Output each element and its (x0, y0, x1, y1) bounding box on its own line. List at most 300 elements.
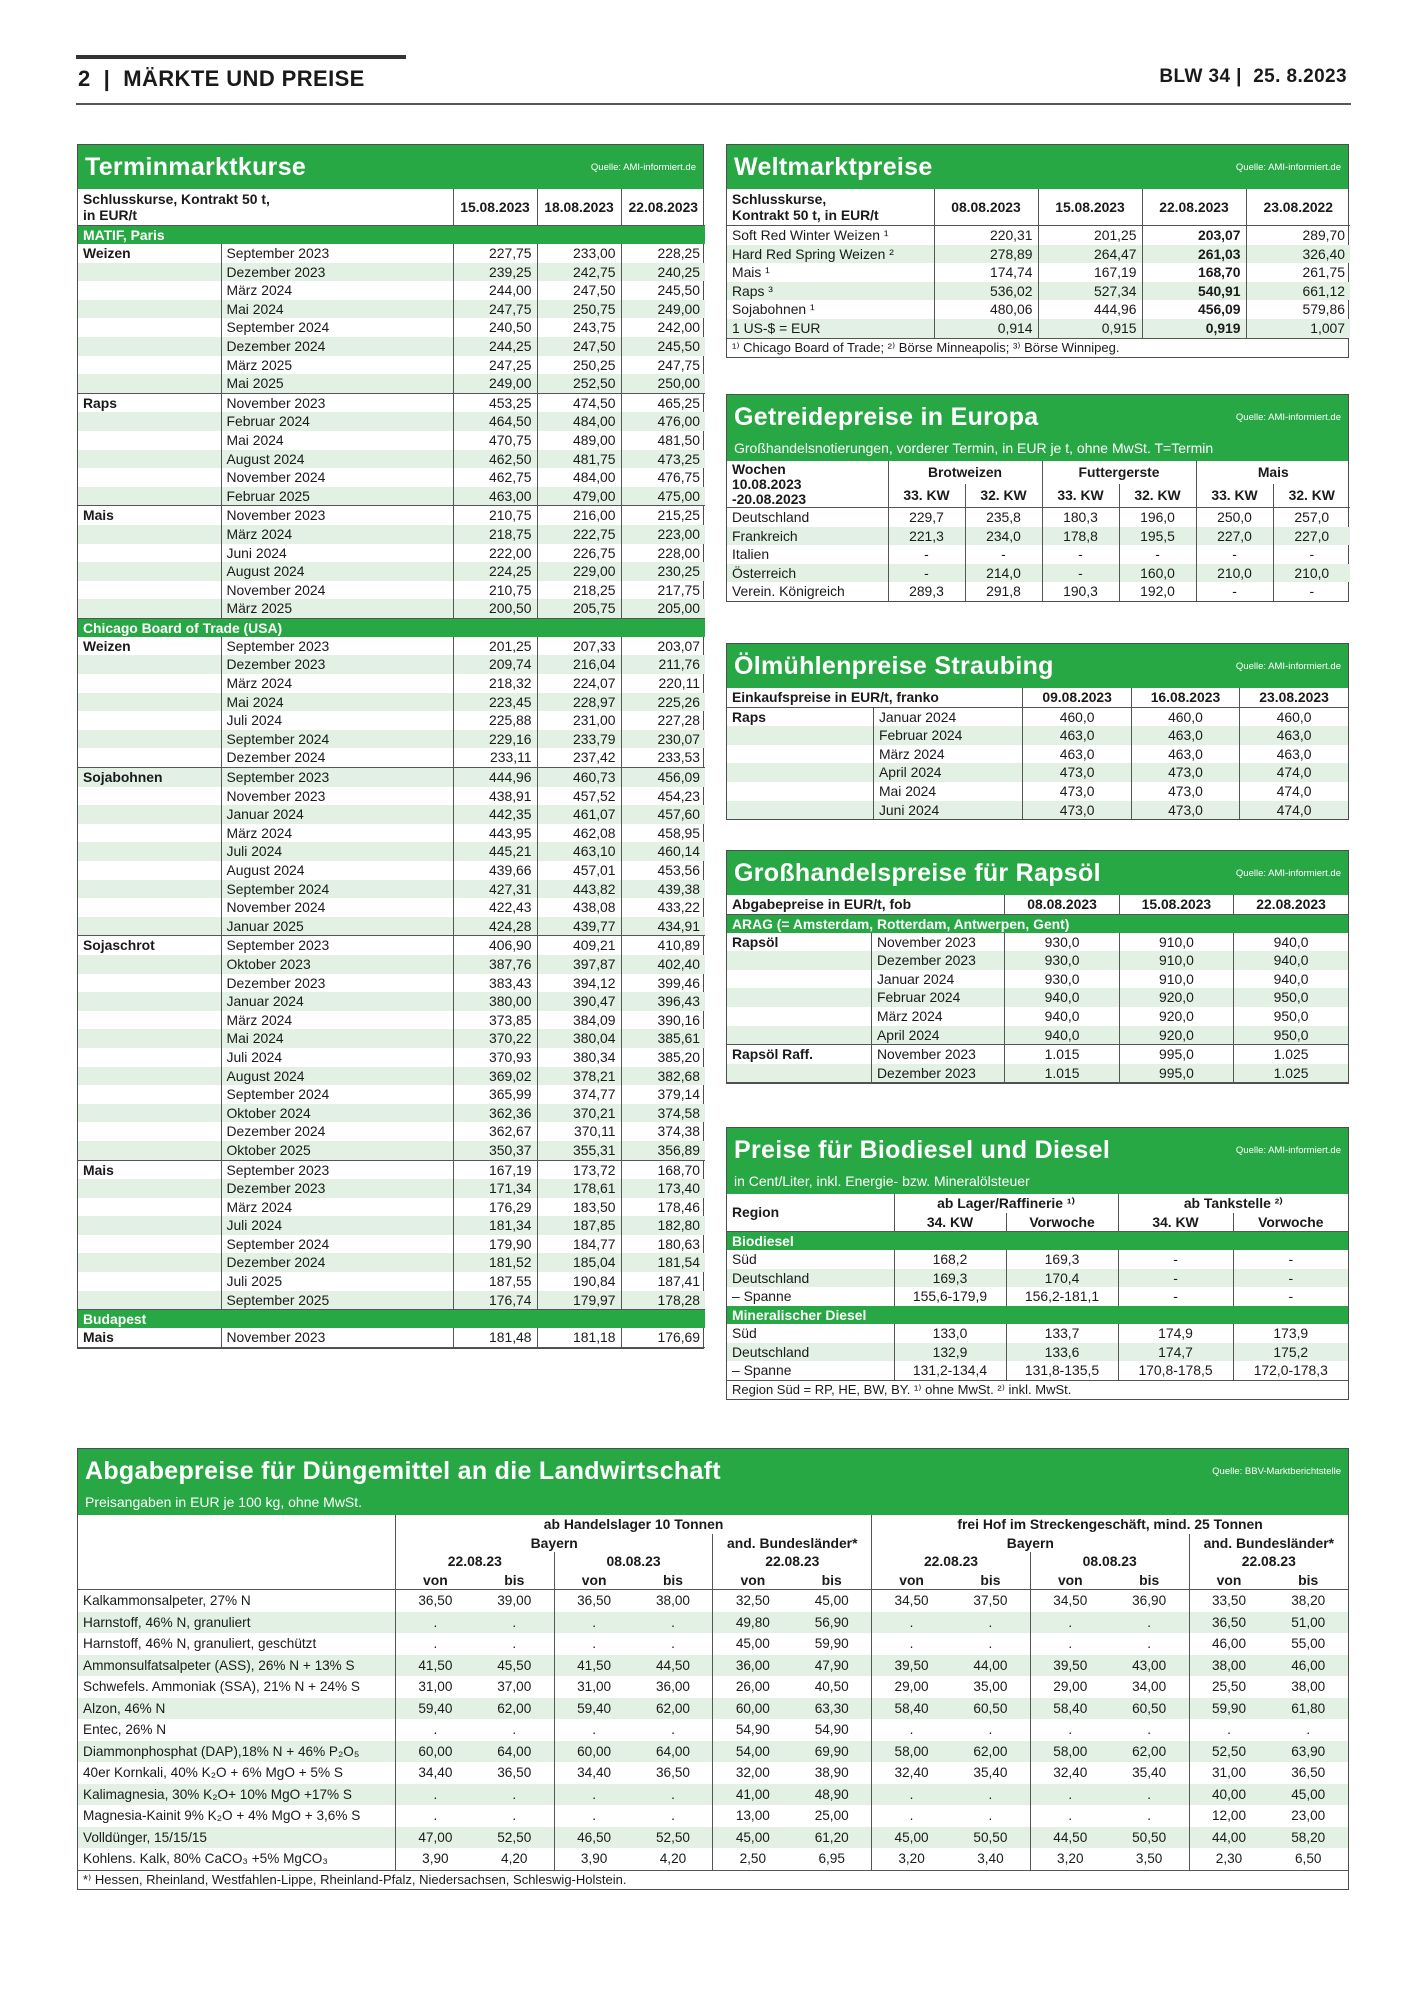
biodiesel-region: – Spanne (732, 1362, 792, 1379)
oelmuehle-titlebar (727, 644, 1348, 688)
biodiesel-region: Deutschland (727, 1343, 894, 1362)
duengemittel-price: 35,40 (973, 1765, 1008, 1781)
terminmarkt-price: 470,75 (453, 431, 537, 450)
page-header-left: 2 | MÄRKTE UND PREISE (78, 66, 365, 91)
duengemittel-price: . (1147, 1636, 1152, 1652)
duengemittel-price: 45,50 (475, 1655, 554, 1677)
terminmarkt-section-name: MATIF, Paris (78, 226, 705, 245)
duengemittel-price: 45,00 (713, 1633, 792, 1655)
terminmarkt-commodity (78, 842, 221, 861)
duengemittel-price: . (512, 1636, 517, 1652)
terminmarkt-price: 250,00 (621, 374, 705, 393)
oelmuehle-price: 463,0 (1240, 745, 1348, 764)
terminmarkt-price: 380,00 (453, 992, 537, 1011)
terminmarkt-price: 465,25 (621, 393, 705, 412)
europa-price: 210,0 (1196, 564, 1273, 583)
rapsoel-date-2: 22.08.2023 (1234, 895, 1348, 914)
terminmarkt-price: 178,28 (621, 1291, 705, 1310)
page-number: 2 (78, 66, 91, 91)
biodiesel-section-name: Mineralischer Diesel (727, 1306, 1348, 1324)
terminmarkt-row (78, 1198, 705, 1217)
rapsoel-section-name: ARAG (= Amsterdam, Rotterdam, Antwerpen, Gent) (727, 914, 1348, 933)
europa-country: Österreich (727, 564, 888, 583)
europa-head-range2: -20.08.2023 (732, 491, 807, 507)
terminmarkt-commodity (78, 1253, 221, 1272)
terminmarkt-row (78, 562, 705, 581)
terminmarkt-price: 397,87 (537, 955, 621, 974)
terminmarkt-contract-month: März 2024 (221, 674, 453, 693)
terminmarkt-contract-month: Mai 2025 (221, 374, 453, 393)
duengemittel-price: 48,90 (792, 1784, 871, 1806)
terminmarkt-price: 205,75 (537, 599, 621, 618)
europa-price: 190,3 (1042, 582, 1119, 601)
duengemittel-price: . (1030, 1719, 1109, 1741)
weltmarkt-head1: Schlusskurse, (732, 191, 827, 207)
duengemittel-price: . (634, 1784, 713, 1806)
terminmarkt-commodity (78, 281, 221, 300)
terminmarkt-price: 216,00 (537, 506, 621, 525)
duengemittel-price: 50,50 (951, 1827, 1030, 1849)
duengemittel-row (78, 1805, 1348, 1827)
terminmarkt-date-2: 22.08.2023 (621, 189, 705, 226)
terminmarkt-price: 176,74 (453, 1291, 537, 1310)
weltmarkt-commodity: Mais ¹ (732, 264, 770, 281)
europa-week-label: 33. KW (1196, 484, 1273, 508)
rapsoel-product: Rapsöl Raff. (732, 1046, 814, 1063)
rapsoel-product: Rapsöl (732, 933, 779, 950)
terminmarkt-price: 217,75 (621, 581, 705, 600)
duengemittel-product: Kalkammonsalpeter, 27% N (83, 1593, 251, 1609)
terminmarkt-row (78, 393, 705, 412)
terminmarkt-price: 231,00 (537, 711, 621, 730)
terminmarkt-contract-month: August 2024 (221, 861, 453, 880)
oelmuehle-price: 473,0 (1131, 782, 1239, 801)
terminmarkt-price: 168,70 (621, 1160, 705, 1179)
duengemittel-price: . (554, 1633, 633, 1655)
terminmarkt-price: 242,00 (621, 318, 705, 337)
rapsoel-price: 930,0 (1005, 951, 1119, 970)
duengemittel-price: 3,50 (1135, 1851, 1163, 1867)
duengemittel-price: 13,00 (713, 1805, 792, 1827)
biodiesel-col-label: 34. KW (894, 1213, 1006, 1232)
terminmarkt-row (78, 1291, 705, 1310)
terminmarkt-row (78, 581, 705, 600)
biodiesel-price: 156,2-181,1 (1006, 1287, 1118, 1306)
rapsoel-row (727, 951, 1348, 970)
terminmarkt-price: 443,95 (453, 824, 537, 843)
terminmarkt-price: 176,69 (621, 1328, 705, 1347)
europa-price: 210,0 (1273, 564, 1350, 583)
terminmarkt-commodity (78, 955, 221, 974)
oelmuehle-row (727, 726, 1348, 745)
duengemittel-price: . (1030, 1805, 1109, 1827)
duengemittel-price: 39,00 (497, 1593, 532, 1609)
terminmarkt-price: 210,75 (453, 581, 537, 600)
oelmuehle-date-2: 23.08.2023 (1240, 688, 1348, 707)
duengemittel-head-lager: ab Handelslager 10 Tonnen (395, 1515, 871, 1534)
terminmarkt-row (78, 468, 705, 487)
duengemittel-price: 62,00 (951, 1741, 1030, 1763)
terminmarkt-price: 396,43 (621, 992, 705, 1011)
rapsoel-price: 1.025 (1234, 1064, 1348, 1083)
weltmarkt-titlebar (727, 145, 1348, 189)
duengemittel-price: 45,00 (872, 1827, 951, 1849)
terminmarkt-commodity (78, 992, 221, 1011)
terminmarkt-price: 226,75 (537, 544, 621, 563)
duengemittel-price: . (1110, 1784, 1189, 1806)
terminmarkt-commodity (78, 693, 221, 712)
oelmuehle-price: 473,0 (1131, 801, 1239, 820)
terminmarkt-price: 185,04 (537, 1253, 621, 1272)
terminmarkt-price: 481,75 (537, 450, 621, 469)
biodiesel-price: 133,7 (1006, 1324, 1118, 1343)
europa-price: 227,0 (1196, 527, 1273, 546)
terminmarkt-row (78, 880, 705, 899)
europa-price: 234,0 (965, 527, 1042, 546)
terminmarkt-price: 176,29 (453, 1198, 537, 1217)
duengemittel-von-label: von (713, 1571, 792, 1590)
terminmarkt-table (78, 189, 705, 1348)
duengemittel-price: . (988, 1636, 993, 1652)
duengemittel-date-d: 22.08.23 (872, 1552, 1031, 1571)
biodiesel-price: 174,7 (1118, 1343, 1233, 1362)
oelmuehle-price: 474,0 (1240, 763, 1348, 782)
terminmarkt-commodity (78, 748, 221, 767)
duengemittel-row (78, 1612, 1348, 1634)
weltmarkt-price: 264,47 (1038, 245, 1142, 264)
terminmarkt-price: 385,20 (621, 1048, 705, 1067)
rapsoel-price: 950,0 (1234, 1007, 1348, 1026)
terminmarkt-commodity (78, 525, 221, 544)
duengemittel-price: . (1147, 1808, 1152, 1824)
duengemittel-price: 43,00 (1110, 1655, 1189, 1677)
duengemittel-price: 59,40 (554, 1698, 633, 1720)
terminmarkt-row (78, 544, 705, 563)
duengemittel-price: 29,00 (1030, 1676, 1109, 1698)
terminmarkt-price: 462,75 (453, 468, 537, 487)
terminmarkt-source: Quelle: AMI-informiert.de (590, 162, 696, 173)
terminmarkt-price: 350,37 (453, 1141, 537, 1160)
biodiesel-col-label: Vorwoche (1233, 1213, 1348, 1232)
duengemittel-date-a: 22.08.23 (395, 1552, 554, 1571)
terminmarkt-price: 223,45 (453, 693, 537, 712)
weltmarkt-row (727, 263, 1350, 282)
duengemittel-price: 12,00 (1189, 1805, 1268, 1827)
terminmarkt-row (78, 244, 705, 263)
oelmuehle-commodity: Raps (732, 708, 766, 725)
europa-price: 180,3 (1042, 508, 1119, 527)
biodiesel-price: - (1233, 1269, 1348, 1288)
rapsoel-month: Februar 2024 (871, 988, 1004, 1007)
terminmarkt-price: 237,42 (537, 748, 621, 767)
terminmarkt-price: 439,66 (453, 861, 537, 880)
terminmarkt-commodity (78, 544, 221, 563)
terminmarkt-commodity (78, 974, 221, 993)
terminmarkt-price: 410,89 (621, 936, 705, 955)
terminmarkt-price: 233,53 (621, 748, 705, 767)
oelmuehle-commodity (727, 763, 873, 782)
terminmarkt-price: 365,99 (453, 1085, 537, 1104)
duengemittel-product: Magnesia-Kainit 9% K₂O + 4% MgO + 3,6% S (83, 1808, 361, 1824)
biodiesel-row (727, 1250, 1348, 1269)
duengemittel-price: 58,00 (1030, 1741, 1109, 1763)
biodiesel-price: 170,4 (1006, 1269, 1118, 1288)
duengemittel-bis-label: bis (662, 1571, 684, 1588)
europa-group-mais: Mais (1196, 461, 1350, 484)
terminmarkt-row (78, 787, 705, 806)
oelmuehle-month: März 2024 (873, 745, 1022, 764)
terminmarkt-contract-month: Dezember 2024 (221, 748, 453, 767)
duengemittel-price: 58,20 (1268, 1827, 1348, 1849)
terminmarkt-contract-month: September 2025 (221, 1291, 453, 1310)
terminmarkt-row (78, 263, 705, 282)
terminmarkt-price: 218,32 (453, 674, 537, 693)
terminmarkt-row (78, 730, 705, 749)
duengemittel-price: . (671, 1636, 675, 1652)
terminmarkt-price: 205,00 (621, 599, 705, 618)
rapsoel-price: 920,0 (1119, 988, 1233, 1007)
duengemittel-price: 60,00 (713, 1698, 792, 1720)
rapsoel-product (727, 1026, 871, 1045)
terminmarkt-price: 233,11 (453, 748, 537, 767)
terminmarkt-contract-month: Oktober 2024 (221, 1104, 453, 1123)
terminmarkt-price: 224,25 (453, 562, 537, 581)
oelmuehle-row (727, 763, 1348, 782)
terminmarkt-price: 370,21 (537, 1104, 621, 1123)
duengemittel-price: 62,00 (475, 1698, 554, 1720)
biodiesel-region: Süd (732, 1251, 757, 1268)
weltmarkt-price: 444,96 (1038, 300, 1142, 319)
terminmarkt-row (78, 955, 705, 974)
terminmarkt-contract-month: September 2023 (221, 244, 453, 263)
terminmarkt-price: 249,00 (621, 300, 705, 319)
duengemittel-price: 6,50 (1294, 1851, 1322, 1867)
terminmarkt-price: 181,34 (453, 1216, 537, 1235)
duengemittel-price: 62,00 (634, 1698, 713, 1720)
oelmuehle-price: 463,0 (1131, 745, 1239, 764)
duengemittel-price: 47,90 (792, 1655, 871, 1677)
rapsoel-price: 940,0 (1234, 933, 1348, 952)
terminmarkt-price: 475,00 (621, 487, 705, 506)
terminmarkt-price: 439,77 (537, 917, 621, 936)
terminmarkt-commodity (78, 374, 221, 393)
duengemittel-price: 39,50 (1030, 1655, 1109, 1677)
duengemittel-bis-label: bis (821, 1571, 842, 1588)
terminmarkt-commodity (78, 599, 221, 618)
duengemittel-price: . (554, 1784, 633, 1806)
biodiesel-section-row (727, 1232, 1348, 1251)
terminmarkt-row (78, 1272, 705, 1291)
terminmarkt-price: 181,54 (621, 1253, 705, 1272)
oelmuehle-price: 473,0 (1131, 763, 1239, 782)
terminmarkt-price: 382,68 (621, 1067, 705, 1086)
terminmarkt-commodity (78, 1104, 221, 1123)
terminmarkt-row (78, 748, 705, 767)
terminmarkt-price: 171,34 (453, 1179, 537, 1198)
terminmarkt-price: 362,36 (453, 1104, 537, 1123)
biodiesel-price: 131,2-134,4 (894, 1361, 1006, 1380)
header-divider (76, 103, 1351, 105)
terminmarkt-commodity (78, 1291, 221, 1310)
terminmarkt-price: 181,18 (537, 1328, 621, 1347)
oelmuehle-row (727, 707, 1348, 726)
terminmarkt-price: 406,90 (453, 936, 537, 955)
terminmarkt-head2: in EUR/t (83, 207, 138, 223)
weltmarkt-source: Quelle: AMI-informiert.de (1235, 162, 1341, 173)
rapsoel-price: 1.025 (1234, 1045, 1348, 1064)
duengemittel-price: 46,50 (554, 1827, 633, 1849)
duengemittel-von-label: von (395, 1571, 474, 1590)
terminmarkt-price: 173,40 (621, 1179, 705, 1198)
biodiesel-price: - (1118, 1287, 1233, 1306)
terminmarkt-commodity (78, 1235, 221, 1254)
terminmarkt-row (78, 917, 705, 936)
duengemittel-price: . (951, 1612, 1030, 1634)
terminmarkt-contract-month: Oktober 2025 (221, 1141, 453, 1160)
duengemittel-price: . (512, 1722, 517, 1738)
terminmarkt-price: 385,61 (621, 1029, 705, 1048)
duengemittel-price: . (554, 1719, 633, 1741)
duengemittel-price: . (395, 1805, 474, 1827)
weltmarkt-price: 579,86 (1246, 300, 1350, 319)
oelmuehle-head: Einkaufspreise in EUR/t, franko (732, 689, 939, 705)
terminmarkt-price: 250,25 (537, 356, 621, 375)
terminmarkt-row (78, 487, 705, 506)
duengemittel-product: Schwefels. Ammoniak (SSA), 21% N + 24% S (83, 1679, 360, 1695)
duengemittel-price: 25,50 (1189, 1676, 1268, 1698)
europa-price: 192,0 (1119, 582, 1196, 601)
terminmarkt-commodity (78, 1029, 221, 1048)
duengemittel-price: 32,50 (713, 1590, 792, 1612)
duengemittel-price: 62,00 (1110, 1741, 1189, 1763)
europa-source: Quelle: AMI-informiert.de (1235, 412, 1341, 423)
duengemittel-price: 51,00 (1268, 1612, 1348, 1634)
rapsoel-price: 910,0 (1119, 951, 1233, 970)
weltmarkt-row (727, 226, 1350, 245)
weltmarkt-date-1: 15.08.2023 (1038, 189, 1142, 226)
biodiesel-row (727, 1269, 1348, 1288)
europa-price: 195,5 (1119, 527, 1196, 546)
duengemittel-price: 34,50 (872, 1590, 951, 1612)
terminmarkt-price: 209,74 (453, 655, 537, 674)
biodiesel-titlebar (727, 1128, 1348, 1172)
oelmuehle-source: Quelle: AMI-informiert.de (1235, 661, 1341, 672)
europa-price: 160,0 (1119, 564, 1196, 583)
terminmarkt-price: 379,14 (621, 1085, 705, 1104)
terminmarkt-price: 247,50 (537, 337, 621, 356)
duengemittel-product: Kalimagnesia, 30% K₂O+ 10% MgO +17% S (78, 1784, 395, 1806)
duengemittel-price: 2,50 (713, 1848, 792, 1870)
duengemittel-price: . (872, 1612, 951, 1634)
terminmarkt-contract-month: Dezember 2023 (221, 655, 453, 674)
terminmarkt-price: 456,09 (621, 768, 705, 787)
weltmarkt-price: 203,07 (1142, 226, 1246, 245)
biodiesel-head-tank: ab Tankstelle ²⁾ (1118, 1194, 1348, 1213)
duengemittel-price: 34,50 (1030, 1590, 1109, 1612)
rapsoel-row (727, 988, 1348, 1007)
oelmuehle-price: 463,0 (1240, 726, 1348, 745)
terminmarkt-titlebar (78, 145, 703, 189)
terminmarkt-commodity (78, 824, 221, 843)
rapsoel-month: Januar 2024 (871, 970, 1004, 989)
terminmarkt-price: 228,00 (621, 544, 705, 563)
rapsoel-product (727, 951, 871, 970)
duengemittel-price: 59,90 (1189, 1698, 1268, 1720)
europa-price: 214,0 (965, 564, 1042, 583)
weltmarkt-price: 289,70 (1246, 226, 1350, 245)
terminmarkt-price: 230,07 (621, 730, 705, 749)
europa-week-label: 32. KW (1273, 484, 1350, 508)
duengemittel-product: Diammonphosphat (DAP),18% N + 46% P₂O₅ (78, 1741, 395, 1763)
terminmarkt-price: 378,21 (537, 1067, 621, 1086)
terminmarkt-price: 222,00 (453, 544, 537, 563)
duengemittel-price: 59,90 (814, 1636, 849, 1652)
duengemittel-row (78, 1784, 1348, 1806)
duengemittel-price: 60,50 (951, 1698, 1030, 1720)
weltmarkt-date-0: 08.08.2023 (934, 189, 1038, 226)
terminmarkt-contract-month: Mai 2024 (221, 431, 453, 450)
oelmuehle-date-1: 16.08.2023 (1131, 688, 1239, 707)
biodiesel-region: Deutschland (727, 1269, 894, 1288)
terminmarkt-contract-month: Dezember 2023 (221, 263, 453, 282)
oelmuehle-commodity (727, 745, 873, 764)
terminmarkt-price: 225,88 (453, 711, 537, 730)
duengemittel-price: 64,00 (634, 1741, 713, 1763)
europa-row (727, 564, 1350, 583)
terminmarkt-row (78, 525, 705, 544)
oelmuehle-date-0: 09.08.2023 (1023, 688, 1131, 707)
terminmarkt-row (78, 693, 705, 712)
duengemittel-price: 44,00 (951, 1655, 1030, 1677)
rapsoel-month: März 2024 (871, 1007, 1004, 1026)
duengemittel-price: . (872, 1633, 951, 1655)
europa-price: - (1119, 545, 1196, 564)
duengemittel-price: 36,50 (655, 1765, 690, 1781)
terminmarkt-price: 434,91 (621, 917, 705, 936)
terminmarkt-price: 180,63 (621, 1235, 705, 1254)
terminmarkt-row (78, 655, 705, 674)
terminmarkt-contract-month: März 2025 (221, 599, 453, 618)
rapsoel-head: Abgabepreise in EUR/t, fob (732, 896, 912, 912)
duengemittel-price: 36,50 (554, 1590, 633, 1612)
duengemittel-row (78, 1762, 1348, 1784)
terminmarkt-price: 179,90 (453, 1235, 537, 1254)
europa-country: Verein. Königreich (732, 583, 845, 600)
terminmarkt-commodity (78, 562, 221, 581)
weltmarkt-commodity: Hard Red Spring Weizen ² (727, 245, 934, 264)
rapsoel-price: 940,0 (1005, 988, 1119, 1007)
duengemittel-price: 33,50 (1189, 1590, 1268, 1612)
rapsoel-product (727, 970, 871, 989)
terminmarkt-price: 409,21 (537, 936, 621, 955)
terminmarkt-contract-month: September 2024 (221, 318, 453, 337)
terminmarkt-row (78, 898, 705, 917)
duengemittel-product: Alzon, 46% N (78, 1698, 395, 1720)
weltmarkt-price: 480,06 (934, 300, 1038, 319)
terminmarkt-price: 224,07 (537, 674, 621, 693)
terminmarkt-date-1: 18.08.2023 (537, 189, 621, 226)
europa-price: 196,0 (1119, 508, 1196, 527)
terminmarkt-section-row (78, 226, 705, 245)
oelmuehle-box (726, 643, 1349, 820)
terminmarkt-price: 247,75 (621, 356, 705, 375)
terminmarkt-price: 460,14 (621, 842, 705, 861)
terminmarkt-row (78, 1029, 705, 1048)
duengemittel-price: . (988, 1808, 993, 1824)
duengemittel-price: 38,00 (655, 1593, 690, 1609)
europa-price: 257,0 (1273, 508, 1350, 527)
duengemittel-price: 52,50 (475, 1827, 554, 1849)
